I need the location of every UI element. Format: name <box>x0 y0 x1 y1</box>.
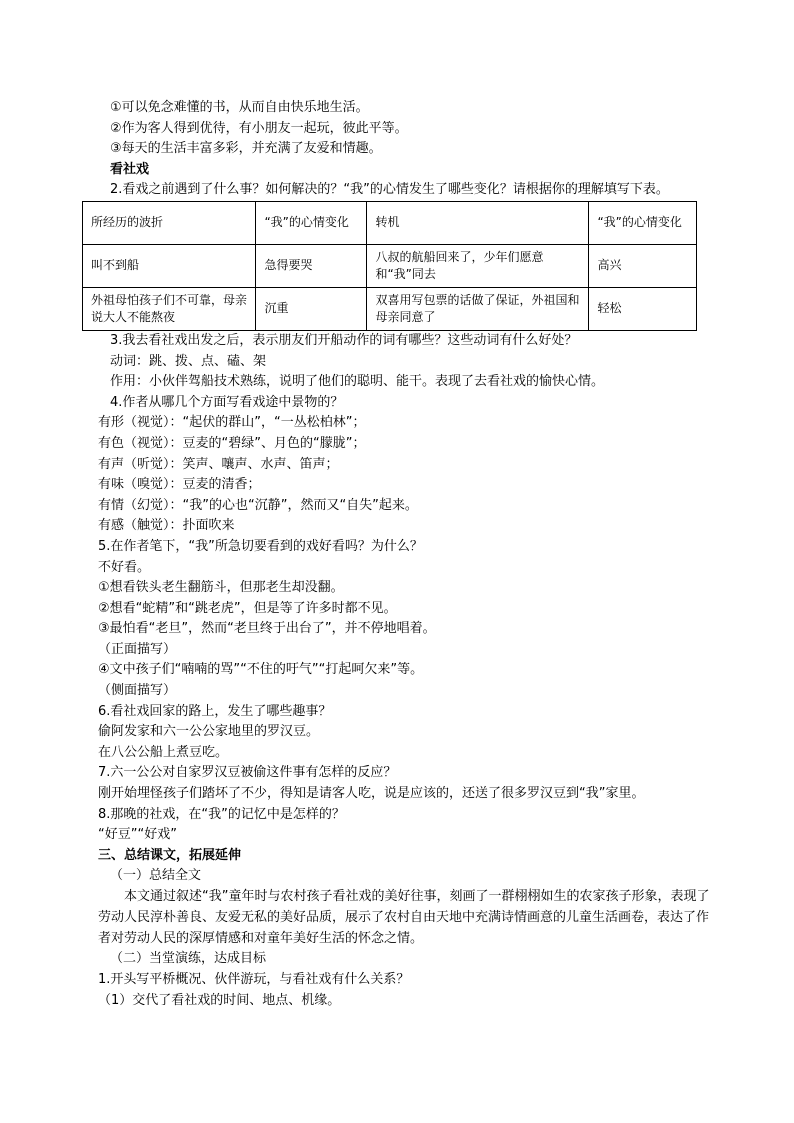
table-cell: 轻松 <box>589 287 697 330</box>
answer-5-note: （正面描写） <box>98 641 177 657</box>
intro-point: ②作为客人得到优待，有小朋友一起玩，彼此平等。 <box>110 120 408 136</box>
answer-5-item: ①想看铁头老生翻筋斗，但那老生却没翻。 <box>98 580 344 596</box>
table-header-cell: “我”的心情变化 <box>256 201 367 244</box>
practice-answer-1: （1）交代了看社戏的时间、地点、机缘。 <box>98 992 341 1008</box>
answer-6: 在八公公船上煮豆吃。 <box>98 744 229 760</box>
answer-effect: 作用：小伙伴驾船技术熟练，说明了他们的聪明、能干。表现了去看社戏的愉快心情。 <box>110 374 605 390</box>
summary-paragraph: 本文通过叙述“我”童年时与农村孩子看社戏的美好往事，刻画了一群栩栩如生的农家孩子形象，表现了劳动人民淳朴善良、友爱无私的美好品质，展示了农村自由天地中充满诗情画意的儿童生活画卷，表达了作者对劳动人民的深厚情感和对童年美好生活的怀念之情。 <box>98 889 710 946</box>
section-3-sub2: （二）当堂演练，达成目标 <box>110 951 267 967</box>
table-cell: 急得要哭 <box>256 244 367 287</box>
table-header-row <box>83 201 697 244</box>
section-heading-watch: 看社戏 <box>110 161 150 177</box>
question-6: 6.看社戏回家的路上，发生了哪些趣事？ <box>98 703 332 719</box>
question-7: 7.六一公公对自家罗汉豆被偷这件事有怎样的反应？ <box>98 765 397 781</box>
scenery-item: 有味（嗅觉）：豆麦的清香； <box>98 477 261 493</box>
scenery-item: 有感（触觉）：扑面吹来 <box>98 518 235 534</box>
mood-change-table <box>82 201 697 331</box>
table-row <box>83 287 697 330</box>
intro-point: ③每天的生活丰富多彩，并充满了友爱和情趣。 <box>110 141 382 157</box>
scenery-item: 有声（听觉）：笑声、嚷声、水声、笛声； <box>98 456 339 472</box>
scenery-item: 有情（幻觉）：“我”的心也“沉静”，然而又“自失”起来。 <box>98 497 418 513</box>
scenery-item: 有色（视觉）：豆麦的“碧绿”、月色的“朦胧”； <box>98 435 366 451</box>
answer-8: “好豆”“好戏” <box>98 827 177 843</box>
intro-point: ①可以免念难懂的书，从而自由快乐地生活。 <box>110 100 369 115</box>
answer-5-item: ③最怕看“老旦”，然而“老旦终于出台了”，并不停地唱着。 <box>98 621 436 637</box>
scenery-item: 有形（视觉）：“起伏的群山”，“一丛松柏林”； <box>98 415 366 431</box>
answer-5-item: ④文中孩子们“喃喃的骂”“不住的吁气”“打起呵欠来”等。 <box>98 662 424 678</box>
table-cell: 高兴 <box>589 244 697 287</box>
answer-5: 不好看。 <box>98 559 151 575</box>
table-cell: 双喜用写包票的话做了保证，外祖国和母亲同意了 <box>367 287 589 330</box>
table-cell: 沉重 <box>256 287 367 330</box>
answer-5-item: ②想看“蛇精”和“跳老虎”，但是等了许多时都不见。 <box>98 600 397 616</box>
table-row <box>83 244 697 287</box>
table-cell: 八叔的航船回来了，少年们愿意和“我”同去 <box>367 244 589 287</box>
answer-verbs: 动词：跳、拨、点、磕、架 <box>110 353 267 369</box>
table-header-cell: 转机 <box>367 201 589 244</box>
practice-question-1: 1.开头写平桥概况、伙伴游玩，与看社戏有什么关系？ <box>98 971 410 987</box>
question-5: 5.在作者笔下，“我”所急切要看到的戏好看吗？为什么？ <box>98 538 423 554</box>
question-2: 2.看戏之前遇到了什么事？如何解决的？“我”的心情发生了哪些变化？请根据你的理解填写下表。 <box>110 182 669 198</box>
question-3: 3.我去看社戏出发之后，表示朋友们开船动作的词有哪些？这些动词有什么好处？ <box>110 332 578 348</box>
document-body <box>91 98 718 1011</box>
table-header-cell: 所经历的波折 <box>83 201 256 244</box>
table-header-cell: “我”的心情变化 <box>589 201 697 244</box>
table-cell: 叫不到船 <box>83 244 256 287</box>
question-8: 8.那晚的社戏，在“我”的记忆中是怎样的？ <box>98 806 345 822</box>
answer-5-note: （侧面描写） <box>98 683 177 699</box>
question-4: 4.作者从哪几个方面写看戏途中景物的？ <box>110 394 344 410</box>
answer-7: 刚开始埋怪孩子们踏坏了不少，得知是请客人吃，说是应该的，还送了很多罗汉豆到“我”家里。 <box>98 786 645 802</box>
section-3-sub1: （一）总结全文 <box>110 868 202 884</box>
section-3-title: 三、总结课文，拓展延伸 <box>98 847 242 863</box>
table-cell: 外祖母怕孩子们不可靠，母亲说大人不能熬夜 <box>83 287 256 330</box>
answer-6: 偷阿发家和六一公公家地里的罗汉豆。 <box>98 724 320 740</box>
